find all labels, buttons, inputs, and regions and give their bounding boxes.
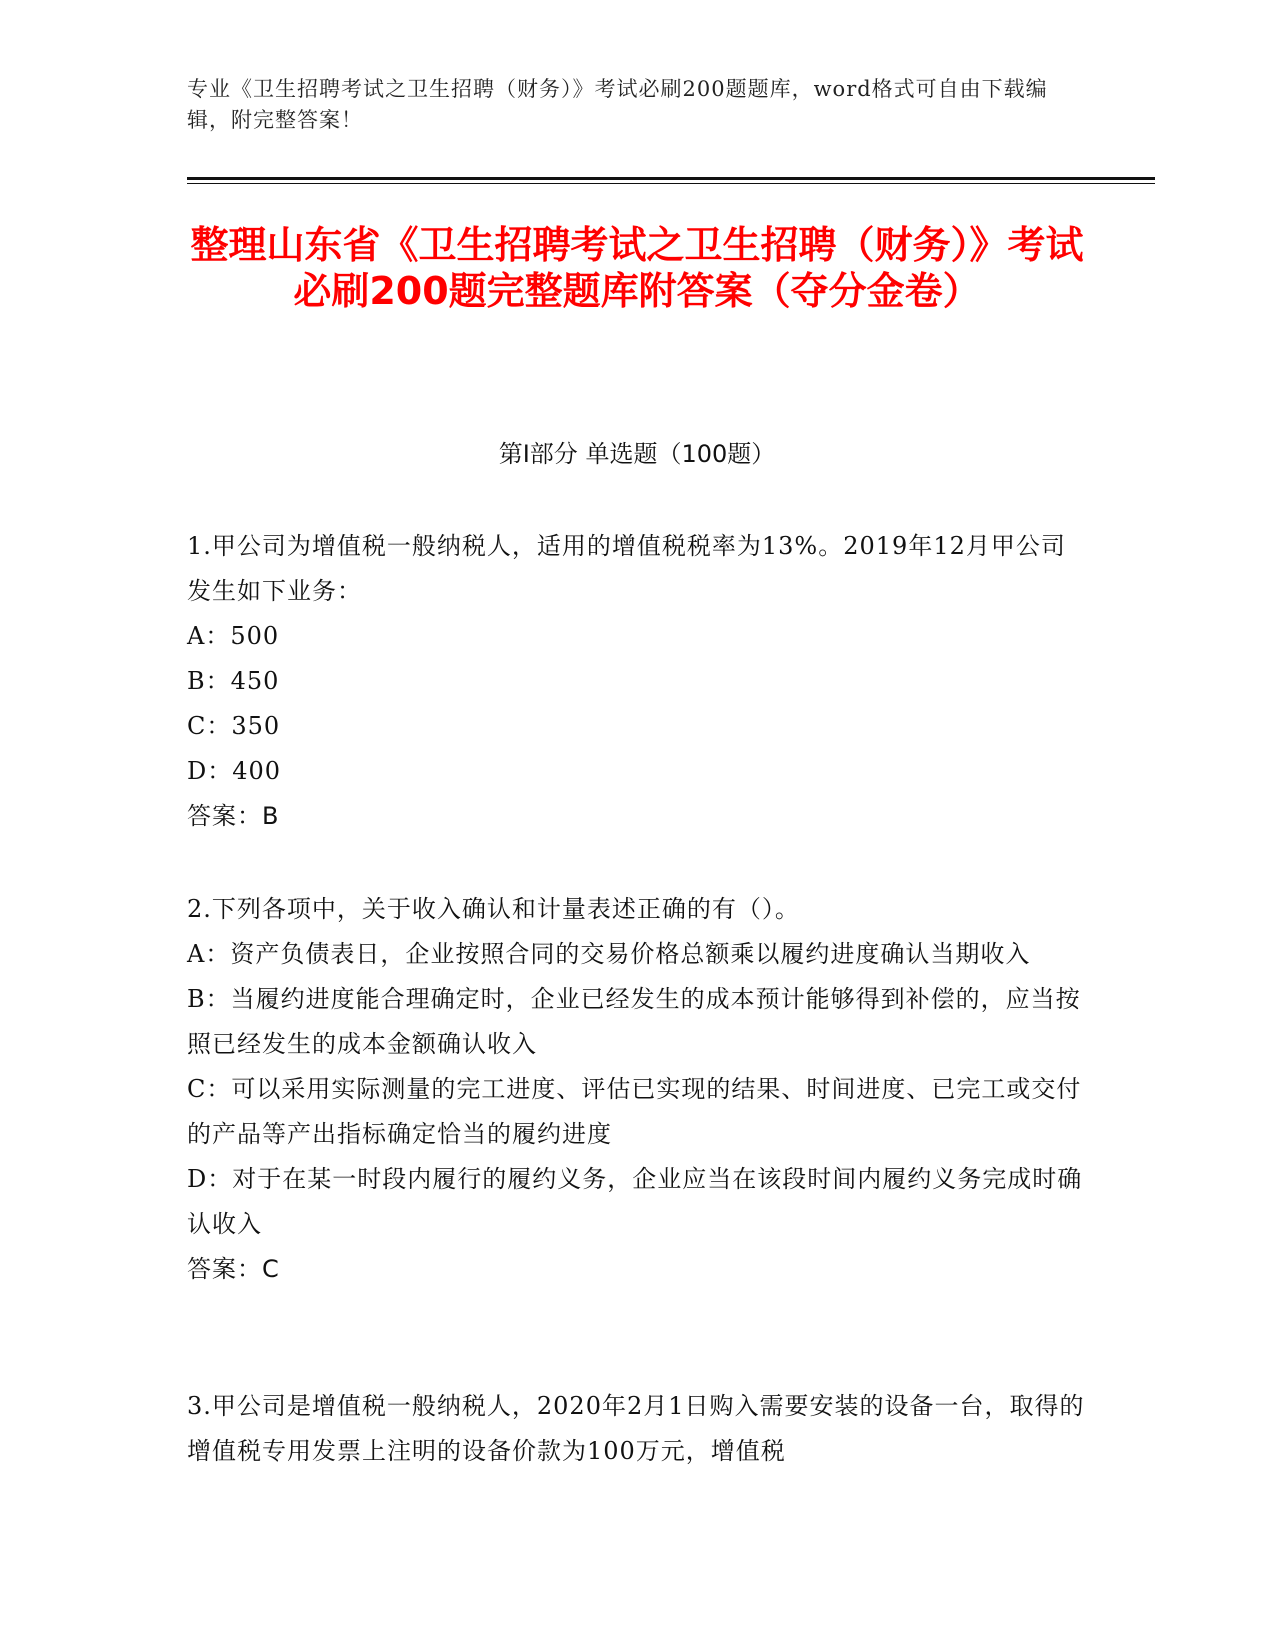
document-title: 整理山东省《卫生招聘考试之卫生招聘（财务）》考试必刷200题完整题库附答案（夺分金卷） [190,223,1084,313]
answer-line: 答案：C [187,1255,280,1283]
option-c: C：350 [187,712,281,740]
option-b: B：450 [187,667,280,695]
question-2 [187,887,1087,1292]
option-a: A：500 [187,622,280,650]
question-1 [187,524,1087,839]
question-stem: 3.甲公司是增值税一般纳税人，2020年2月1日购入需要安装的设备一台，取得的增值税专用发票上注明的设备价款为100万元，增值税 [187,1392,1085,1465]
header-note: 专业《卫生招聘考试之卫生招聘（财务）》考试必刷200题题库，word格式可自由下载编辑，附完整答案！ [187,77,1048,132]
header-divider-thin [187,183,1155,184]
section-heading: 第Ⅰ部分 单选题（100题） [498,440,776,468]
answer-line: 答案：B [187,802,280,830]
option-c: C：可以采用实际测量的完工进度、评估已实现的结果、时间进度、已完工或交付的产品等产出指标确定恰当的履约进度 [187,1075,1082,1148]
option-a: A：资产负债表日，企业按照合同的交易价格总额乘以履约进度确认当期收入 [187,940,1031,968]
option-d: D：对于在某一时段内履行的履约义务，企业应当在该段时间内履约义务完成时确认收入 [187,1165,1083,1238]
question-stem: 2.下列各项中，关于收入确认和计量表述正确的有（）。 [187,895,800,923]
question-stem: 1.甲公司为增值税一般纳税人，适用的增值税税率为13%。2019年12月甲公司发生如下业务： [187,532,1066,605]
header-divider-thick [187,177,1155,180]
option-b: B：当履约进度能合理确定时，企业已经发生的成本预计能够得到补偿的，应当按照已经发生的成本金额确认收入 [187,985,1081,1058]
question-3 [187,1384,1087,1474]
option-d: D：400 [187,757,282,785]
